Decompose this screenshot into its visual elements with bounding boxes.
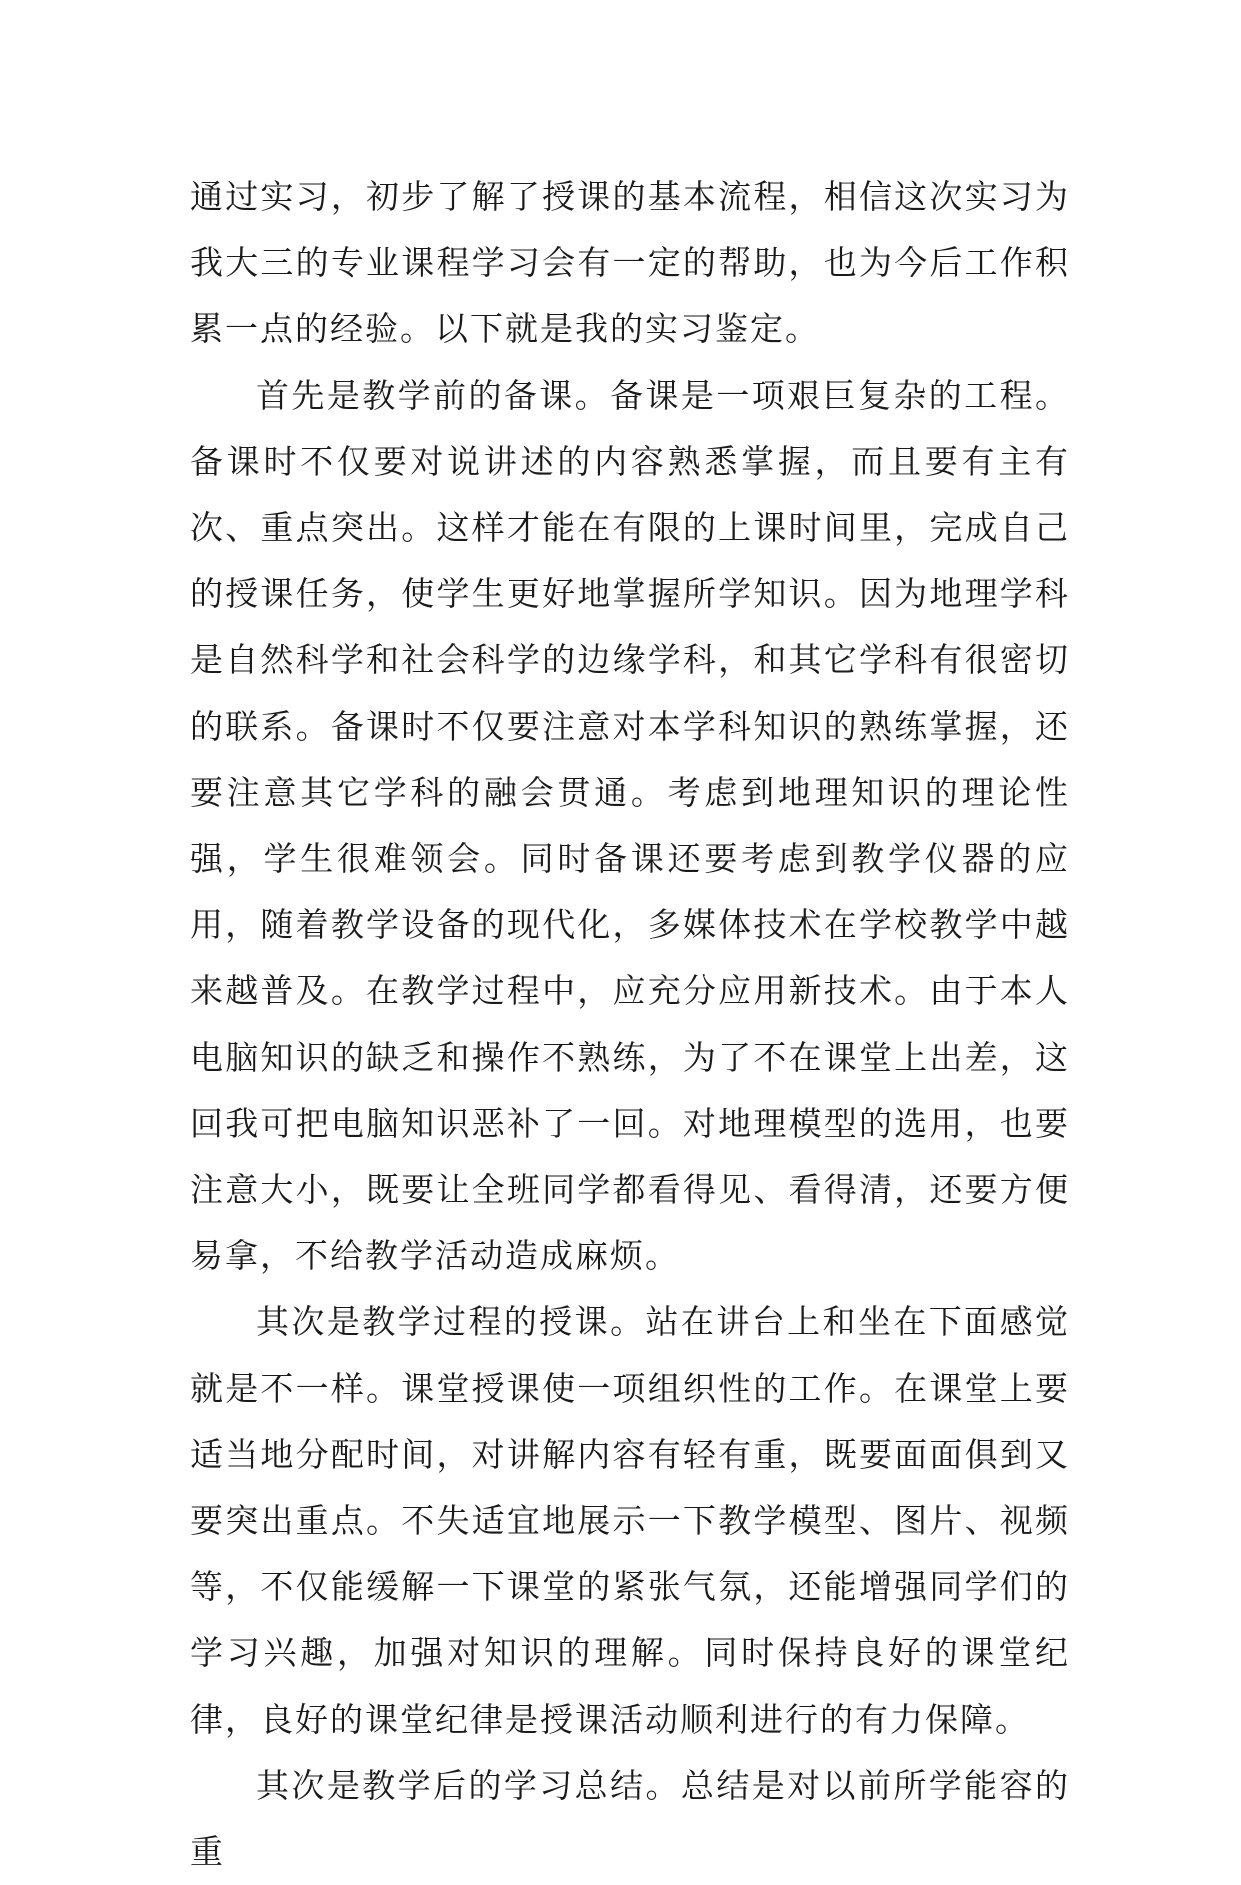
paragraph-summary: 其次是教学后的学习总结。总结是对以前所学能容的重 <box>190 1765 1070 1872</box>
paragraph-teaching-process: 其次是教学过程的授课。站在讲台上和坐在下面感觉就是不一样。课堂授课使一项组织性的工作。在课堂上要适当地分配时间，对讲解内容有轻有重，既要面面俱到又要突出重点。不失适宜地展示一下教学模型、图片、视频等，不仅能缓解一下课堂的紧张气氛，还能增强同学们的学习兴趣，加强对知识的理解。同时保持良好的课堂纪律，良好的课堂纪律是授课活动顺利进行的有力保障。 <box>190 1302 1070 1739</box>
document-body <box>190 164 1070 1885</box>
paragraph-lesson-preparation: 首先是教学前的备课。备课是一项艰巨复杂的工程。备课时不仅要对说讲述的内容熟悉掌握，而且要有主有次、重点突出。这样才能在有限的上课时间里，完成自己的授课任务，使学生更好地掌握所学知识。因为地理学科是自然科学和社会科学的边缘学科，和其它学科有很密切的联系。备课时不仅要注意对本学科知识的熟练掌握，还要注意其它学科的融会贯通。考虑到地理知识的理论性强，学生很难领会。同时备课还要考虑到教学仪器的应用，随着教学设备的现代化，多媒体技术在学校教学中越来越普及。在教学过程中，应充分应用新技术。由于本人电脑知识的缺乏和操作不熟练，为了不在课堂上出差，这回我可把电脑知识恶补了一回。对地理模型的选用，也要注意大小，既要让全班同学都看得见、看得清，还要方便易拿，不给教学活动造成麻烦。 <box>190 375 1070 1276</box>
paragraph-intro: 通过实习，初步了解了授课的基本流程，相信这次实习为我大三的专业课程学习会有一定的帮助，也为今后工作积累一点的经验。以下就是我的实习鉴定。 <box>190 177 1070 349</box>
